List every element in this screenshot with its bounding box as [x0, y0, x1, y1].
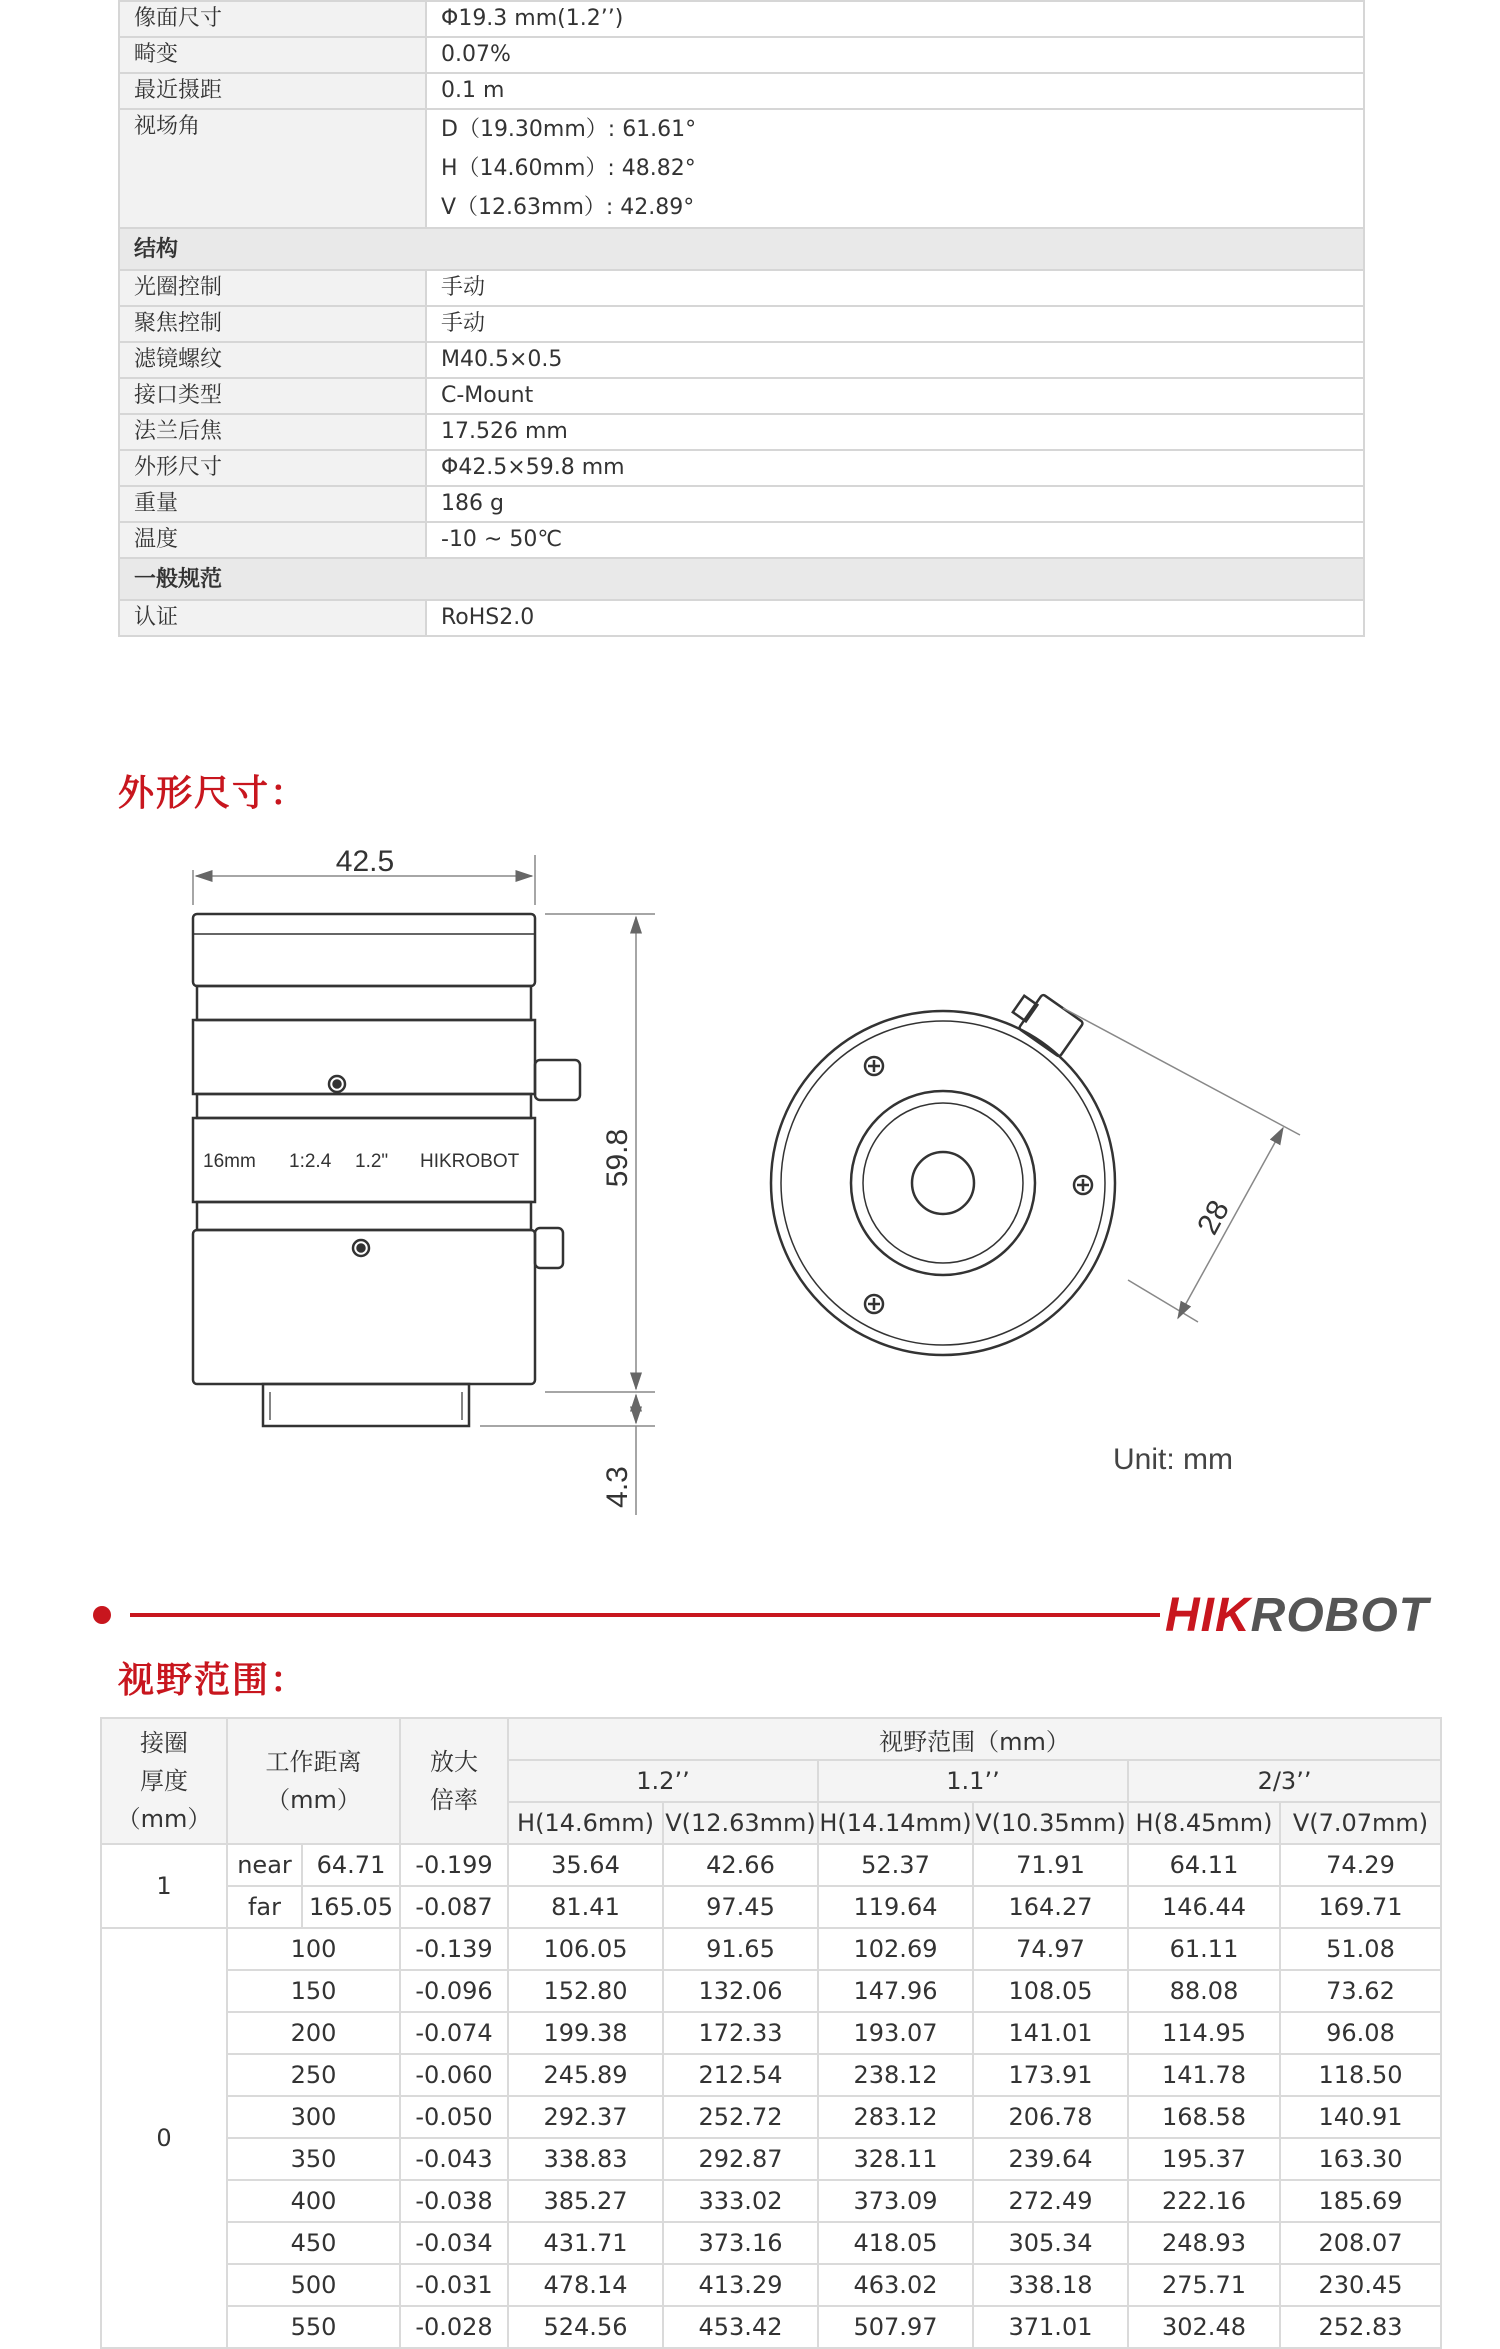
diagonal-dimension-label: 28: [1191, 1195, 1237, 1241]
fov-row: [101, 1886, 1441, 1928]
mount-dimension-label: 4.3: [601, 1466, 634, 1508]
fov-value: 328.11: [818, 2138, 973, 2180]
fov-value: 88.08: [1128, 1970, 1280, 2012]
distance-value: 165.05: [302, 1886, 400, 1928]
fov-value: 195.37: [1128, 2138, 1280, 2180]
magnification-header: [400, 1718, 508, 1844]
fov-value: 52.37: [818, 1844, 973, 1886]
distance-value: 350: [227, 2138, 400, 2180]
fov-value: 91.65: [663, 1928, 818, 1970]
fov-row: [101, 2306, 1441, 2348]
fov-value: 305.34: [973, 2222, 1128, 2264]
column-header: H(14.6mm): [508, 1802, 663, 1844]
fov-value: 172.33: [663, 2012, 818, 2054]
fov-value: 74.97: [973, 1928, 1128, 1970]
fov-value: 478.14: [508, 2264, 663, 2306]
spec-value-line: Φ19.3 mm(1.2’’): [441, 6, 624, 31]
spec-value: 手动: [426, 270, 1364, 306]
spec-value: Φ42.5×59.8 mm: [426, 450, 1364, 486]
fov-value: 71.91: [973, 1844, 1128, 1886]
fov-value: 230.45: [1280, 2264, 1441, 2306]
spec-value-line: H（14.60mm）: 48.82°: [441, 156, 696, 181]
fov-row: [101, 2138, 1441, 2180]
distance-value: 250: [227, 2054, 400, 2096]
fov-value: 119.64: [818, 1886, 973, 1928]
spec-section-title: 结构: [119, 228, 1364, 270]
logo-dot: [93, 1606, 111, 1624]
fov-row: [101, 1844, 1441, 1886]
magnification-header-line: 放大: [430, 1748, 478, 1776]
fov-value: 418.05: [818, 2222, 973, 2264]
column-header: H(8.45mm): [1128, 1802, 1280, 1844]
fov-value: 338.83: [508, 2138, 663, 2180]
magnification-value: -0.087: [400, 1886, 508, 1928]
fov-value: 463.02: [818, 2264, 973, 2306]
column-header: H(14.14mm): [818, 1802, 973, 1844]
logo-robot: ROBOT: [1250, 1589, 1429, 1642]
spec-label: 重量: [119, 486, 426, 522]
fov-value: 238.12: [818, 2054, 973, 2096]
fov-value: 152.80: [508, 1970, 663, 2012]
fov-table: [100, 1717, 1440, 2349]
fov-value: 272.49: [973, 2180, 1128, 2222]
fov-value: 169.71: [1280, 1886, 1441, 1928]
distance-value: 500: [227, 2264, 400, 2306]
distance-value: 450: [227, 2222, 400, 2264]
spec-value: 手动: [426, 306, 1364, 342]
spec-value: RoHS2.0: [426, 600, 1364, 636]
spec-label: 法兰后焦: [119, 414, 426, 450]
spec-value: 17.526 mm: [426, 414, 1364, 450]
fov-value: 132.06: [663, 1970, 818, 2012]
unit-label: Unit: mm: [1113, 1443, 1233, 1476]
magnification-value: -0.028: [400, 2306, 508, 2348]
fov-value: 97.45: [663, 1886, 818, 1928]
fov-value: 61.11: [1128, 1928, 1280, 1970]
distance-value: 100: [227, 1928, 400, 1970]
fov-row: [101, 2180, 1441, 2222]
fov-value: 164.27: [973, 1886, 1128, 1928]
fov-value: 102.69: [818, 1928, 973, 1970]
dimensions-heading: 外形尺寸：: [118, 773, 309, 814]
magnification-value: -0.038: [400, 2180, 508, 2222]
magnification-value: -0.034: [400, 2222, 508, 2264]
distance-value: 64.71: [302, 1844, 400, 1886]
logo-hik: HIK: [1165, 1589, 1251, 1642]
spec-label: 视场角: [119, 109, 426, 228]
magnification-value: -0.074: [400, 2012, 508, 2054]
spec-label: 滤镜螺纹: [119, 342, 426, 378]
column-header: V(12.63mm): [663, 1802, 818, 1844]
fov-value: 283.12: [818, 2096, 973, 2138]
fov-value: 507.97: [818, 2306, 973, 2348]
spec-value-line: D（19.30mm）: 61.61°: [441, 117, 697, 142]
fov-header-row: [101, 1718, 1441, 1760]
fov-row: [101, 2012, 1441, 2054]
fov-value: 118.50: [1280, 2054, 1441, 2096]
spacer-value: 1: [101, 1844, 227, 1928]
fov-value: 146.44: [1128, 1886, 1280, 1928]
fov-row: [101, 1928, 1441, 1970]
lens-format-text: 1.2": [355, 1151, 389, 1172]
fov-value: 185.69: [1280, 2180, 1441, 2222]
fov-value: 73.62: [1280, 1970, 1441, 2012]
fov-value: 239.64: [973, 2138, 1128, 2180]
spec-label: 畸变: [119, 37, 426, 73]
spacer-value: 0: [101, 1928, 227, 2348]
fov-value: 140.91: [1280, 2096, 1441, 2138]
fov-value: 275.71: [1128, 2264, 1280, 2306]
format-header: 2/3’’: [1128, 1760, 1441, 1802]
distance-header: [227, 1718, 400, 1844]
column-header: V(7.07mm): [1280, 1802, 1441, 1844]
spacer-header-line: 接圈: [140, 1729, 188, 1757]
spec-value: 186 g: [426, 486, 1364, 522]
fov-row: [101, 2096, 1441, 2138]
fov-value: 147.96: [818, 1970, 973, 2012]
spec-label: 认证: [119, 600, 426, 636]
fov-value: 333.02: [663, 2180, 818, 2222]
lens-aperture-text: 1:2.4: [289, 1151, 332, 1172]
distance-tag: far: [227, 1886, 302, 1928]
fov-value: 252.83: [1280, 2306, 1441, 2348]
fov-value: 245.89: [508, 2054, 663, 2096]
distance-value: 300: [227, 2096, 400, 2138]
fov-row: [101, 2264, 1441, 2306]
fov-value: 96.08: [1280, 2012, 1441, 2054]
hikrobot-logo: [1165, 1588, 1429, 1643]
fov-value: 173.91: [973, 2054, 1128, 2096]
fov-value: 163.30: [1280, 2138, 1441, 2180]
spec-value: M40.5×0.5: [426, 342, 1364, 378]
magnification-value: -0.060: [400, 2054, 508, 2096]
distance-value: 150: [227, 1970, 400, 2012]
format-header: 1.1’’: [818, 1760, 1128, 1802]
fov-value: 248.93: [1128, 2222, 1280, 2264]
fov-value: 206.78: [973, 2096, 1128, 2138]
logo-divider: [130, 1613, 1160, 1617]
spacer-header: [101, 1718, 227, 1844]
distance-value: 200: [227, 2012, 400, 2054]
magnification-value: -0.031: [400, 2264, 508, 2306]
lens-front-view: [771, 986, 1115, 1355]
magnification-value: -0.043: [400, 2138, 508, 2180]
fov-value: 42.66: [663, 1844, 818, 1886]
fov-value: 373.16: [663, 2222, 818, 2264]
fov-value: 292.87: [663, 2138, 818, 2180]
spec-label: 光圈控制: [119, 270, 426, 306]
fov-value: 108.05: [973, 1970, 1128, 2012]
fov-value: 64.11: [1128, 1844, 1280, 1886]
spacer-header-line: （mm）: [116, 1805, 212, 1833]
spec-value: C-Mount: [426, 378, 1364, 414]
spec-label: 外形尺寸: [119, 450, 426, 486]
magnification-header-line: 倍率: [430, 1786, 478, 1814]
fov-value: 413.29: [663, 2264, 818, 2306]
width-dimension-label: 42.5: [335, 845, 395, 878]
fov-heading: 视野范围：: [118, 1660, 309, 1701]
fov-value: 193.07: [818, 2012, 973, 2054]
magnification-value: -0.199: [400, 1844, 508, 1886]
fov-value: 371.01: [973, 2306, 1128, 2348]
lens-brand-text: HIKROBOT: [420, 1151, 520, 1172]
distance-value: 400: [227, 2180, 400, 2222]
spec-label: 像面尺寸: [119, 1, 426, 37]
fov-row: [101, 2054, 1441, 2096]
format-header: 1.2’’: [508, 1760, 818, 1802]
distance-header-line: （mm）: [266, 1786, 361, 1814]
fov-value: 292.37: [508, 2096, 663, 2138]
fov-value: 212.54: [663, 2054, 818, 2096]
fov-value: 141.78: [1128, 2054, 1280, 2096]
fov-row: [101, 1970, 1441, 2012]
fov-header: 视野范围（mm）: [508, 1718, 1441, 1760]
fov-value: 222.16: [1128, 2180, 1280, 2222]
spacer-header-line: 厚度: [140, 1767, 188, 1795]
fov-value: 114.95: [1128, 2012, 1280, 2054]
spec-value-line: 0.1 m: [441, 78, 505, 103]
height-dimension-label: 59.8: [601, 1128, 634, 1188]
spec-value-line: V（12.63mm）: 42.89°: [441, 195, 695, 220]
fov-value: 373.09: [818, 2180, 973, 2222]
fov-value: 106.05: [508, 1928, 663, 1970]
magnification-value: -0.050: [400, 2096, 508, 2138]
fov-value: 385.27: [508, 2180, 663, 2222]
fov-value: 168.58: [1128, 2096, 1280, 2138]
fov-value: 35.64: [508, 1844, 663, 1886]
spec-section-title: 一般规范: [119, 558, 1364, 600]
fov-value: 199.38: [508, 2012, 663, 2054]
magnification-value: -0.139: [400, 1928, 508, 1970]
spec-label: 最近摄距: [119, 73, 426, 109]
fov-row: [101, 2222, 1441, 2264]
lens-focal-text: 16mm: [203, 1151, 256, 1172]
fov-value: 51.08: [1280, 1928, 1441, 1970]
fov-value: 252.72: [663, 2096, 818, 2138]
fov-value: 81.41: [508, 1886, 663, 1928]
spec-value: -10 ~ 50℃: [426, 522, 1364, 558]
fov-value: 453.42: [663, 2306, 818, 2348]
fov-value: 74.29: [1280, 1844, 1441, 1886]
magnification-value: -0.096: [400, 1970, 508, 2012]
fov-value: 431.71: [508, 2222, 663, 2264]
spec-value-line: 0.07%: [441, 42, 511, 67]
distance-header-line: 工作距离: [265, 1748, 362, 1776]
spec-label: 聚焦控制: [119, 306, 426, 342]
column-header: V(10.35mm): [973, 1802, 1128, 1844]
spec-label: 温度: [119, 522, 426, 558]
fov-value: 208.07: [1280, 2222, 1441, 2264]
fov-value: 338.18: [973, 2264, 1128, 2306]
distance-value: 550: [227, 2306, 400, 2348]
fov-value: 302.48: [1128, 2306, 1280, 2348]
fov-value: 524.56: [508, 2306, 663, 2348]
spec-label: 接口类型: [119, 378, 426, 414]
fov-value: 141.01: [973, 2012, 1128, 2054]
distance-tag: near: [227, 1844, 302, 1886]
